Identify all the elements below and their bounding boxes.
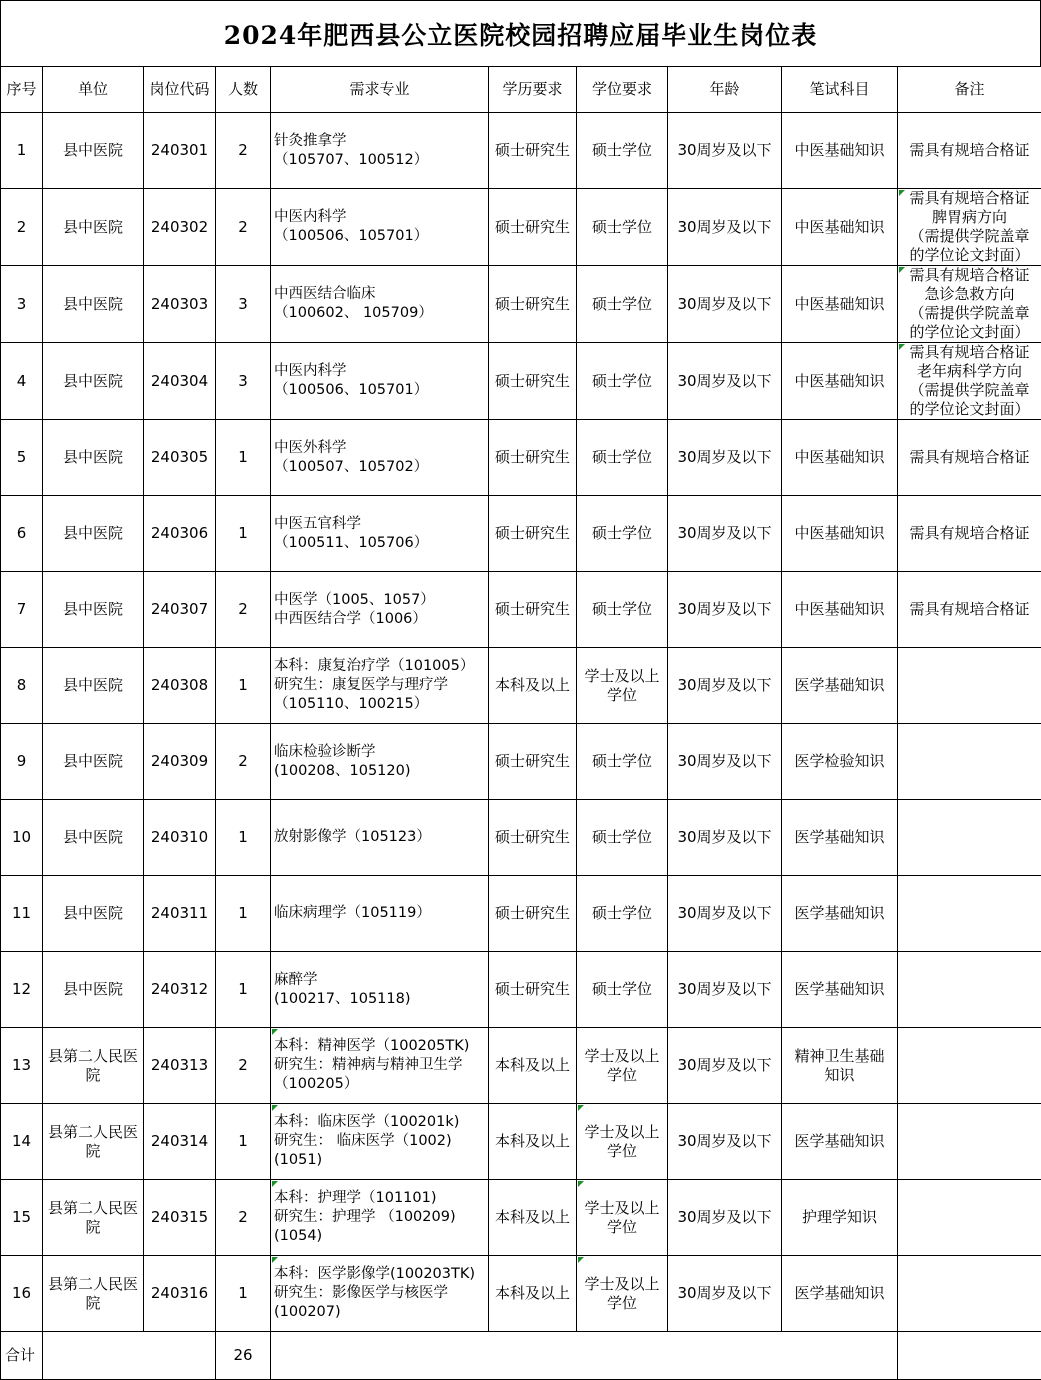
cell-count: 1 (216, 648, 271, 724)
cell-spec (271, 724, 489, 800)
cell-no: 14 (1, 1104, 43, 1180)
table-row (1, 496, 1041, 572)
cell-count: 2 (216, 724, 271, 800)
spec-line: （105110、100215） (274, 695, 485, 714)
exam-line: 中医基础知识 (785, 295, 894, 314)
header-edu: 学历要求 (489, 67, 577, 113)
cell-spec (271, 1104, 489, 1180)
spec-line: 临床检验诊断学 (274, 743, 485, 762)
cell-edu: 本科及以上 (489, 1180, 577, 1256)
cell-note (898, 189, 1041, 266)
spec-line: 研究生：影像医学与核医学 (274, 1284, 485, 1303)
cell-count: 2 (216, 1180, 271, 1256)
header-row (1, 67, 1041, 113)
note-line: 需具有规培合格证 (899, 524, 1040, 543)
exam-line: 护理学知识 (785, 1208, 894, 1227)
header-exam: 笔试科目 (782, 67, 898, 113)
cell-age: 30周岁及以下 (668, 1028, 782, 1104)
cell-note (898, 1180, 1041, 1256)
cell-edu: 硕士研究生 (489, 800, 577, 876)
cell-no: 2 (1, 189, 43, 266)
cell-count: 1 (216, 496, 271, 572)
comment-marker-icon (272, 1257, 278, 1263)
exam-line: 中医基础知识 (785, 141, 894, 160)
cell-age: 30周岁及以下 (668, 572, 782, 648)
note-line: 的学位论文封面） (899, 323, 1040, 342)
cell-count: 3 (216, 343, 271, 420)
cell-no: 15 (1, 1180, 43, 1256)
cell-exam (782, 800, 898, 876)
cell-age: 30周岁及以下 (668, 420, 782, 496)
spec-line: 中医外科学 (274, 439, 485, 458)
cell-unit: 县中医院 (43, 266, 144, 343)
degree-line: 学士及以上 (580, 667, 664, 686)
degree-line: 学士及以上 (580, 1047, 664, 1066)
cell-edu: 本科及以上 (489, 1104, 577, 1180)
note-line: 需具有规培合格证 (899, 448, 1040, 467)
exam-line: 精神卫生基础 (785, 1047, 894, 1066)
cell-exam (782, 343, 898, 420)
cell-code: 240305 (144, 420, 216, 496)
cell-unit: 县第二人民医院 (43, 1104, 144, 1180)
degree-line: 学士及以上 (580, 1123, 664, 1142)
spec-line: 本科：医学影像学(100203TK) (274, 1265, 485, 1284)
cell-degree (577, 800, 668, 876)
table-row (1, 420, 1041, 496)
header-code: 岗位代码 (144, 67, 216, 113)
cell-code: 240313 (144, 1028, 216, 1104)
spec-line: (100208、105120) (274, 762, 485, 781)
spec-line: 中医学（1005、1057） (274, 591, 485, 610)
degree-line: 硕士学位 (580, 141, 664, 160)
cell-exam (782, 876, 898, 952)
table-row (1, 876, 1041, 952)
cell-unit: 县中医院 (43, 189, 144, 266)
cell-no: 6 (1, 496, 43, 572)
cell-spec (271, 113, 489, 189)
cell-degree (577, 952, 668, 1028)
cell-count: 1 (216, 1104, 271, 1180)
table-row (1, 724, 1041, 800)
cell-code: 240303 (144, 266, 216, 343)
note-line: 的学位论文封面） (899, 400, 1040, 419)
table-row (1, 189, 1041, 266)
cell-code: 240301 (144, 113, 216, 189)
degree-line: 硕士学位 (580, 524, 664, 543)
spec-line: 中西医结合学（1006） (274, 610, 485, 629)
note-line: 老年病科学方向 (899, 362, 1040, 381)
cell-unit: 县中医院 (43, 648, 144, 724)
degree-line: 硕士学位 (580, 828, 664, 847)
table-row (1, 952, 1041, 1028)
exam-line: 医学基础知识 (785, 1284, 894, 1303)
cell-exam (782, 1028, 898, 1104)
table-row (1, 343, 1041, 420)
cell-code: 240306 (144, 496, 216, 572)
header-age: 年龄 (668, 67, 782, 113)
cell-spec (271, 876, 489, 952)
cell-age: 30周岁及以下 (668, 343, 782, 420)
cell-exam (782, 420, 898, 496)
spec-line: （100507、105702） (274, 458, 485, 477)
exam-line: 医学基础知识 (785, 1132, 894, 1151)
cell-degree (577, 724, 668, 800)
cell-exam (782, 1180, 898, 1256)
degree-line: 学位 (580, 1218, 664, 1237)
exam-line: 中医基础知识 (785, 218, 894, 237)
cell-unit: 县第二人民医院 (43, 1256, 144, 1332)
spec-line: (100217、105118) (274, 990, 485, 1009)
degree-line: 学位 (580, 1294, 664, 1313)
spec-line: 研究生：精神病与精神卫生学 (274, 1056, 485, 1075)
cell-unit: 县中医院 (43, 572, 144, 648)
cell-edu: 硕士研究生 (489, 724, 577, 800)
cell-age: 30周岁及以下 (668, 648, 782, 724)
cell-age: 30周岁及以下 (668, 496, 782, 572)
spec-line: （100506、105701） (274, 227, 485, 246)
note-line: （需提供学院盖章 (899, 227, 1040, 246)
cell-count: 3 (216, 266, 271, 343)
degree-line: 学位 (580, 1066, 664, 1085)
comment-marker-icon (272, 1105, 278, 1111)
cell-no: 1 (1, 113, 43, 189)
cell-exam (782, 724, 898, 800)
comment-marker-icon (899, 344, 905, 350)
cell-code: 240302 (144, 189, 216, 266)
cell-age: 30周岁及以下 (668, 113, 782, 189)
cell-degree (577, 648, 668, 724)
cell-age: 30周岁及以下 (668, 1256, 782, 1332)
cell-unit: 县中医院 (43, 724, 144, 800)
cell-spec (271, 952, 489, 1028)
spec-line: (1054) (274, 1227, 485, 1246)
cell-note (898, 876, 1041, 952)
cell-exam (782, 952, 898, 1028)
cell-no: 5 (1, 420, 43, 496)
table-row (1, 800, 1041, 876)
exam-line: 中医基础知识 (785, 600, 894, 619)
total-count: 26 (216, 1332, 271, 1380)
cell-spec (271, 648, 489, 724)
cell-note (898, 724, 1041, 800)
note-line: 需具有规培合格证 (899, 266, 1040, 285)
spec-line: 麻醉学 (274, 971, 485, 990)
cell-edu: 本科及以上 (489, 1256, 577, 1332)
page-title: 2024年肥西县公立医院校园招聘应届毕业生岗位表 (0, 0, 1041, 66)
spec-line: （100511、105706） (274, 534, 485, 553)
table-body (1, 113, 1041, 1380)
cell-no: 3 (1, 266, 43, 343)
cell-note (898, 1104, 1041, 1180)
note-line: 需具有规培合格证 (899, 189, 1040, 208)
cell-age: 30周岁及以下 (668, 952, 782, 1028)
spec-line: （100205） (274, 1075, 485, 1094)
cell-exam (782, 189, 898, 266)
degree-line: 硕士学位 (580, 448, 664, 467)
degree-line: 硕士学位 (580, 904, 664, 923)
spec-line: 研究生：护理学 （100209) (274, 1208, 485, 1227)
cell-unit: 县第二人民医院 (43, 1028, 144, 1104)
cell-note (898, 113, 1041, 189)
degree-line: 学士及以上 (580, 1275, 664, 1294)
cell-note (898, 648, 1041, 724)
cell-count: 1 (216, 952, 271, 1028)
note-line: 脾胃病方向 (899, 208, 1040, 227)
comment-marker-icon (578, 1181, 584, 1187)
cell-note (898, 420, 1041, 496)
cell-degree (577, 572, 668, 648)
cell-code: 240310 (144, 800, 216, 876)
degree-line: 学位 (580, 686, 664, 705)
cell-age: 30周岁及以下 (668, 724, 782, 800)
exam-line: 医学检验知识 (785, 752, 894, 771)
cell-spec (271, 420, 489, 496)
cell-degree (577, 113, 668, 189)
exam-line: 医学基础知识 (785, 828, 894, 847)
header-note: 备注 (898, 67, 1041, 113)
spec-line: 临床病理学（105119） (274, 904, 485, 923)
cell-code: 240304 (144, 343, 216, 420)
cell-exam (782, 1256, 898, 1332)
table-row (1, 1104, 1041, 1180)
cell-no: 9 (1, 724, 43, 800)
header-spec: 需求专业 (271, 67, 489, 113)
cell-edu: 硕士研究生 (489, 113, 577, 189)
note-line: 需具有规培合格证 (899, 600, 1040, 619)
spec-line: 研究生： 临床医学（1002) (274, 1132, 485, 1151)
cell-no: 8 (1, 648, 43, 724)
cell-unit: 县中医院 (43, 420, 144, 496)
cell-no: 4 (1, 343, 43, 420)
exam-line: 中医基础知识 (785, 524, 894, 543)
spec-line: 中医内科学 (274, 208, 485, 227)
cell-spec (271, 189, 489, 266)
degree-line: 学位 (580, 1142, 664, 1161)
cell-code: 240312 (144, 952, 216, 1028)
exam-line: 中医基础知识 (785, 448, 894, 467)
cell-count: 2 (216, 1028, 271, 1104)
cell-code: 240308 (144, 648, 216, 724)
cell-edu: 硕士研究生 (489, 266, 577, 343)
cell-no: 11 (1, 876, 43, 952)
cell-spec (271, 1180, 489, 1256)
cell-unit: 县第二人民医院 (43, 1180, 144, 1256)
cell-code: 240309 (144, 724, 216, 800)
cell-code: 240307 (144, 572, 216, 648)
exam-line: 中医基础知识 (785, 372, 894, 391)
cell-degree (577, 1180, 668, 1256)
cell-degree (577, 1256, 668, 1332)
cell-note (898, 800, 1041, 876)
degree-line: 硕士学位 (580, 372, 664, 391)
spec-line: (1051) (274, 1151, 485, 1170)
cell-count: 2 (216, 189, 271, 266)
cell-edu: 硕士研究生 (489, 343, 577, 420)
cell-degree (577, 876, 668, 952)
total-row (1, 1332, 1041, 1380)
cell-age: 30周岁及以下 (668, 189, 782, 266)
cell-note (898, 496, 1041, 572)
degree-line: 硕士学位 (580, 980, 664, 999)
comment-marker-icon (578, 1105, 584, 1111)
total-label: 合计 (1, 1332, 43, 1380)
cell-spec (271, 1028, 489, 1104)
comment-marker-icon (272, 1181, 278, 1187)
cell-age: 30周岁及以下 (668, 800, 782, 876)
table-row (1, 1256, 1041, 1332)
spec-line: 中医内科学 (274, 362, 485, 381)
cell-degree (577, 496, 668, 572)
note-line: 的学位论文封面） (899, 246, 1040, 265)
cell-note (898, 952, 1041, 1028)
cell-exam (782, 572, 898, 648)
cell-code: 240315 (144, 1180, 216, 1256)
header-degree: 学位要求 (577, 67, 668, 113)
degree-line: 硕士学位 (580, 600, 664, 619)
cell-note (898, 1256, 1041, 1332)
cell-spec (271, 343, 489, 420)
spec-line: 本科：临床医学（100201k) (274, 1113, 485, 1132)
cell-no: 12 (1, 952, 43, 1028)
cell-edu: 硕士研究生 (489, 189, 577, 266)
note-line: 需具有规培合格证 (899, 141, 1040, 160)
cell-degree (577, 1028, 668, 1104)
spec-line: (100207) (274, 1303, 485, 1322)
total-blank (271, 1332, 898, 1380)
cell-note (898, 266, 1041, 343)
degree-line: 硕士学位 (580, 218, 664, 237)
cell-spec (271, 1256, 489, 1332)
cell-unit: 县中医院 (43, 496, 144, 572)
cell-edu: 硕士研究生 (489, 496, 577, 572)
cell-spec (271, 800, 489, 876)
total-blank (898, 1332, 1041, 1380)
comment-marker-icon (899, 190, 905, 196)
cell-age: 30周岁及以下 (668, 1104, 782, 1180)
cell-degree (577, 266, 668, 343)
cell-age: 30周岁及以下 (668, 876, 782, 952)
cell-count: 2 (216, 113, 271, 189)
cell-note (898, 343, 1041, 420)
table-row (1, 266, 1041, 343)
cell-no: 7 (1, 572, 43, 648)
cell-age: 30周岁及以下 (668, 1180, 782, 1256)
cell-code: 240314 (144, 1104, 216, 1180)
cell-degree (577, 343, 668, 420)
cell-count: 1 (216, 876, 271, 952)
spec-line: 中西医结合临床 (274, 285, 485, 304)
spec-line: 本科：精神医学（100205TK) (274, 1037, 485, 1056)
cell-note (898, 1028, 1041, 1104)
degree-line: 学士及以上 (580, 1199, 664, 1218)
table-row (1, 113, 1041, 189)
cell-edu: 本科及以上 (489, 648, 577, 724)
spec-line: （100506、105701） (274, 381, 485, 400)
exam-line: 医学基础知识 (785, 676, 894, 695)
degree-line: 硕士学位 (580, 752, 664, 771)
cell-unit: 县中医院 (43, 113, 144, 189)
spec-line: 本科：护理学（101101) (274, 1189, 485, 1208)
header-count: 人数 (216, 67, 271, 113)
cell-spec (271, 572, 489, 648)
cell-edu: 硕士研究生 (489, 952, 577, 1028)
note-line: 急诊急救方向 (899, 285, 1040, 304)
spec-line: 研究生：康复医学与理疗学 (274, 676, 485, 695)
note-line: 需具有规培合格证 (899, 343, 1040, 362)
spec-line: 放射影像学（105123） (274, 828, 485, 847)
cell-unit: 县中医院 (43, 952, 144, 1028)
cell-edu: 本科及以上 (489, 1028, 577, 1104)
cell-unit: 县中医院 (43, 876, 144, 952)
comment-marker-icon (899, 267, 905, 273)
note-line: （需提供学院盖章 (899, 381, 1040, 400)
cell-edu: 硕士研究生 (489, 876, 577, 952)
cell-exam (782, 266, 898, 343)
cell-edu: 硕士研究生 (489, 420, 577, 496)
cell-exam (782, 648, 898, 724)
cell-note (898, 572, 1041, 648)
exam-line: 医学基础知识 (785, 904, 894, 923)
exam-line: 医学基础知识 (785, 980, 894, 999)
cell-degree (577, 189, 668, 266)
cell-no: 13 (1, 1028, 43, 1104)
cell-unit: 县中医院 (43, 343, 144, 420)
cell-exam (782, 1104, 898, 1180)
cell-exam (782, 496, 898, 572)
table-row (1, 572, 1041, 648)
cell-code: 240316 (144, 1256, 216, 1332)
comment-marker-icon (578, 1257, 584, 1263)
header-no: 序号 (1, 67, 43, 113)
spec-line: （100602、 105709） (274, 304, 485, 323)
cell-count: 1 (216, 420, 271, 496)
header-unit: 单位 (43, 67, 144, 113)
comment-marker-icon (272, 1029, 278, 1035)
cell-count: 1 (216, 1256, 271, 1332)
cell-no: 10 (1, 800, 43, 876)
cell-degree (577, 420, 668, 496)
cell-exam (782, 113, 898, 189)
total-blank (43, 1332, 216, 1380)
cell-spec (271, 266, 489, 343)
positions-table (0, 66, 1041, 1380)
cell-age: 30周岁及以下 (668, 266, 782, 343)
exam-line: 知识 (785, 1066, 894, 1085)
spec-line: 本科：康复治疗学（101005） (274, 657, 485, 676)
cell-edu: 硕士研究生 (489, 572, 577, 648)
cell-count: 1 (216, 800, 271, 876)
note-line: （需提供学院盖章 (899, 304, 1040, 323)
cell-degree (577, 1104, 668, 1180)
spec-line: 中医五官科学 (274, 515, 485, 534)
cell-code: 240311 (144, 876, 216, 952)
cell-spec (271, 496, 489, 572)
table-row (1, 648, 1041, 724)
spec-line: （105707、100512） (274, 151, 485, 170)
table-row (1, 1180, 1041, 1256)
cell-count: 2 (216, 572, 271, 648)
degree-line: 硕士学位 (580, 295, 664, 314)
cell-no: 16 (1, 1256, 43, 1332)
cell-unit: 县中医院 (43, 800, 144, 876)
spec-line: 针灸推拿学 (274, 132, 485, 151)
table-row (1, 1028, 1041, 1104)
